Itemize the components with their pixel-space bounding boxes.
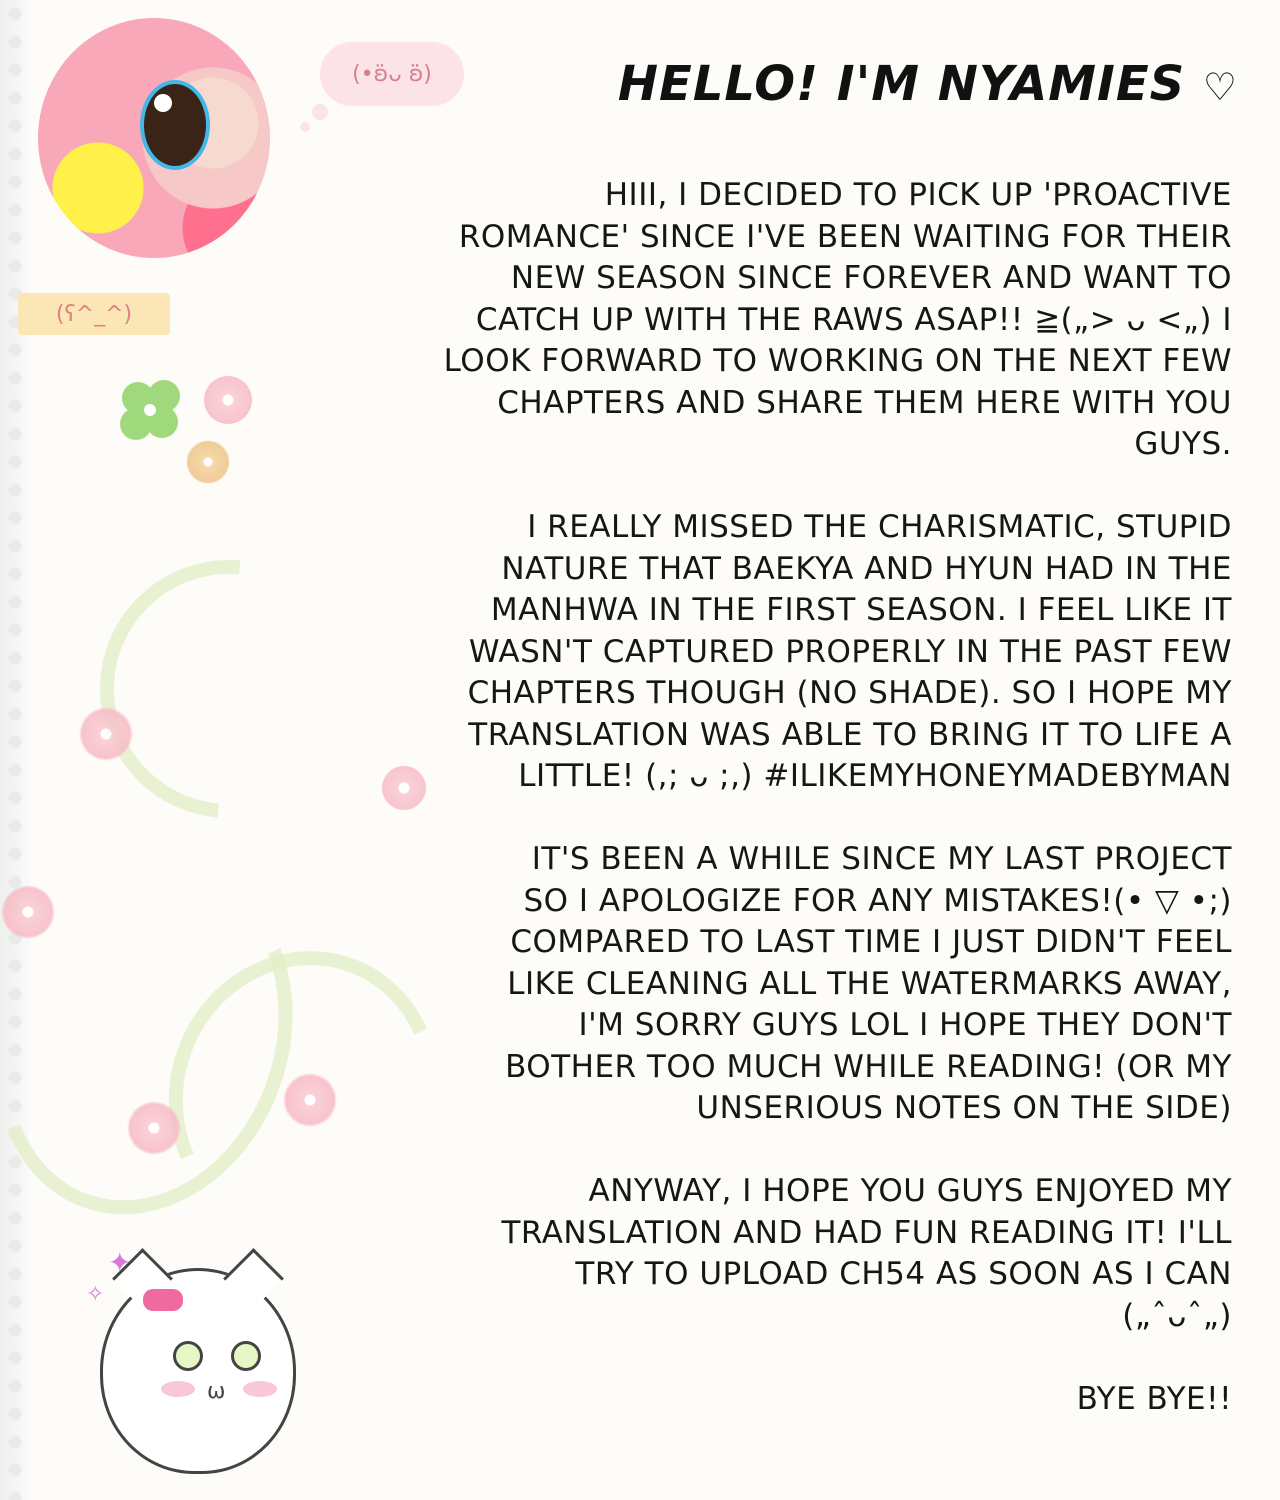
four-leaf-clover-icon xyxy=(108,368,198,458)
page-title xyxy=(618,56,1238,112)
sparkle-icon: ✦ xyxy=(108,1246,132,1279)
avatar-girl-illustration xyxy=(38,18,270,258)
flower-icon xyxy=(0,884,56,940)
flower-icon xyxy=(78,706,134,762)
flower-icon xyxy=(126,1100,182,1156)
cat-blush xyxy=(161,1381,195,1397)
note-paragraph: HIII, I DECIDED TO PICK UP 'PROACTIVE ROMANCE' SINCE I'VE BEEN WAITING FOR THEIR NEW SEASON SINCE FOREVER AND WANT TO CATCH UP WITH THE RAWS ASAP!! ≧(„> ᴗ <„) I LOOK FORWARD TO WORKING ON THE NEXT FEW CHAPTERS AND SHARE THEM HERE WITH YOU GUYS. xyxy=(443,177,1232,462)
sparkle-icon: ✧ xyxy=(86,1282,105,1307)
cat-eye xyxy=(231,1341,261,1371)
note-paragraph: IT'S BEEN A WHILE SINCE MY LAST PROJECT SO I APOLOGIZE FOR ANY MISTAKES!(• ▽ •;) COMPARED TO LAST TIME I JUST DIDN'T FEEL LIKE CLEANING ALL THE WATERMARKS AWAY, I'M SORRY GUYS LOL I HOPE THEY DON'T BOTHER TOO MUCH WHILE READING! (OR MY UNSERIOUS NOTES ON THE SIDE) xyxy=(505,841,1232,1126)
bubble-kaomoji: (•ʚ̈︎ᴗ ʚ̈︎) xyxy=(352,61,432,87)
note-paragraph: I REALLY MISSED THE CHARISMATIC, STUPID NATURE THAT BAEKYA AND HYUN HAD IN THE MANHWA IN THE FIRST SEASON. I FEEL LIKE IT WASN'T CAPTURED PROPERLY IN THE PAST FEW CHAPTERS THOUGH (NO SHADE). SO I HOPE MY TRANSLATION WAS ABLE TO BRING IT TO LIFE A LITTLE! (,; ᴗ ;,) #ILIKEMYHONEYMADEBYMAN xyxy=(467,509,1232,794)
flower-icon xyxy=(204,376,252,424)
kaomoji-tag xyxy=(18,293,170,335)
cat-mouth: ω xyxy=(207,1379,226,1404)
tag-kaomoji: (ʕ^_^) xyxy=(55,301,133,327)
translator-notes xyxy=(262,175,1232,1462)
signoff: BYE BYE!! xyxy=(1076,1380,1232,1417)
title-text: HELLO! I'M NYAMIES xyxy=(617,56,1186,112)
note-paragraph: ANYWAY, I HOPE YOU GUYS ENJOYED MY TRANSLATION AND HAD FUN READING IT! I'LL TRY TO UPLOAD CH54 AS SOON AS I CAN („ˆᴗˆ„) xyxy=(501,1173,1232,1334)
heart-icon: ♡ xyxy=(1202,65,1238,109)
flower-icon xyxy=(186,440,230,484)
thought-bubble xyxy=(320,42,464,106)
cat-eye xyxy=(173,1341,203,1371)
thought-bubble-dot xyxy=(312,104,328,120)
cat-bow xyxy=(143,1289,183,1311)
lace-border xyxy=(0,0,30,1500)
avatar-eye xyxy=(140,80,210,170)
thought-bubble-dot xyxy=(300,122,310,132)
